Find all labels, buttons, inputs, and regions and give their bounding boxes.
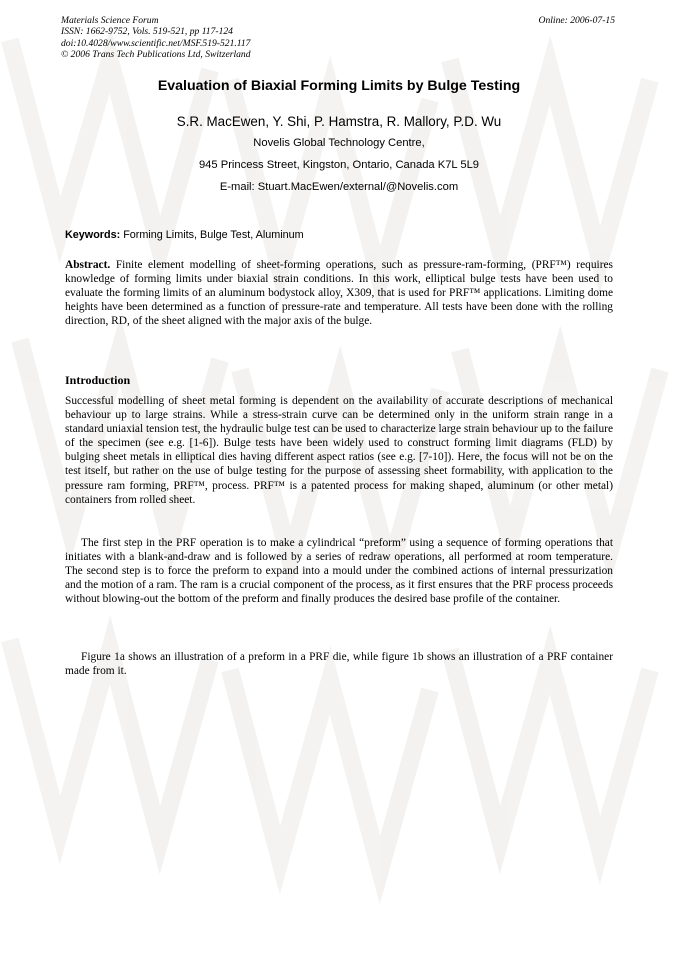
abstract-text: Finite element modelling of sheet-forming operations, such as pressure-ram-forming, (PRF™) requires knowledge of forming limits under biaxial strain conditions. In this work, elliptical bulge tests have been used to evaluate the forming limits of an aluminum bodystock alloy, X309, that is used for PRF™ applications. Limiting dome heights have been determined as a function of pressure-rate and temperature. All tests have been done with the rolling direction, RD, of the sheet aligned with the major axis of the bulge. (65, 259, 613, 328)
issn-line: ISSN: 1662-9752, Vols. 519-521, pp 117-124 (61, 26, 233, 38)
online-date: Online: 2006-07-15 (538, 15, 615, 26)
section-heading-introduction: Introduction (65, 373, 131, 387)
running-header (61, 15, 615, 61)
keywords (65, 229, 304, 241)
author-list: S.R. MacEwen, Y. Shi, P. Hamstra, R. Mallory, P.D. Wu (176, 114, 502, 129)
intro-paragraph-3: Figure 1a shows an illustration of a preform in a PRF die, while figure 1b shows an illustration of a PRF container made from it. (65, 651, 613, 678)
abstract-label: Abstract. (65, 259, 111, 271)
paper-title: Evaluation of Biaxial Forming Limits by Bulge Testing (157, 78, 521, 94)
copyright-line: © 2006 Trans Tech Publications Ltd, Switzerland (61, 49, 251, 61)
doi-line: doi:10.4028/www.scientific.net/MSF.519-521.117 (61, 37, 251, 49)
intro-paragraph-2: The first step in the PRF operation is to make a cylindrical “preform” using a sequence of forming operations that initiates with a blank-and-draw and is followed by a series of redraw operations, all performed at room temperature. The second step is to force the preform to expand into a mould under the combined actions of internal pressurization and the motion of a ram. The ram is a crucial component of the process, as it first ensures that the PRF process proceeds without blowing-out the bottom of the preform and finally produces the desired base profile of the container. (65, 537, 613, 606)
affiliation-org: Novelis Global Technology Centre, (253, 137, 425, 149)
affiliation-email: E-mail: Stuart.MacEwen/external/@Novelis.com (219, 181, 459, 193)
abstract (65, 258, 613, 328)
journal-name: Materials Science Forum (61, 15, 159, 26)
intro-paragraph-1: Successful modelling of sheet metal forming is dependent on the availability of accurate descriptions of mechanical behaviour up to large strains. While a stress-strain curve can be determined only in the uniform strain range in a standard uniaxial tension test, the hydraulic bulge test can be used to characterize large strain behaviour up to the failure of the specimen (see e.g. [1-6]). Bulge tests have been widely used to construct forming limit diagrams (FLD) by bulging sheet metals in elliptical dies having different aspect ratios (see e.g. [7-10]). Here, the focus will not be on the test itself, but rather on the use of bulge testing for the purpose of assessing sheet formability, with application to the pressure ram forming, PRF™, process. PRF™ is a patented process for making shaped, aluminum (or other metal) containers from rolled sheet. (65, 395, 613, 506)
affiliation-address: 945 Princess Street, Kingston, Ontario, Canada K7L 5L9 (198, 159, 480, 171)
keywords-label: Keywords: (65, 229, 121, 241)
keywords-text: Forming Limits, Bulge Test, Aluminum (120, 229, 304, 241)
